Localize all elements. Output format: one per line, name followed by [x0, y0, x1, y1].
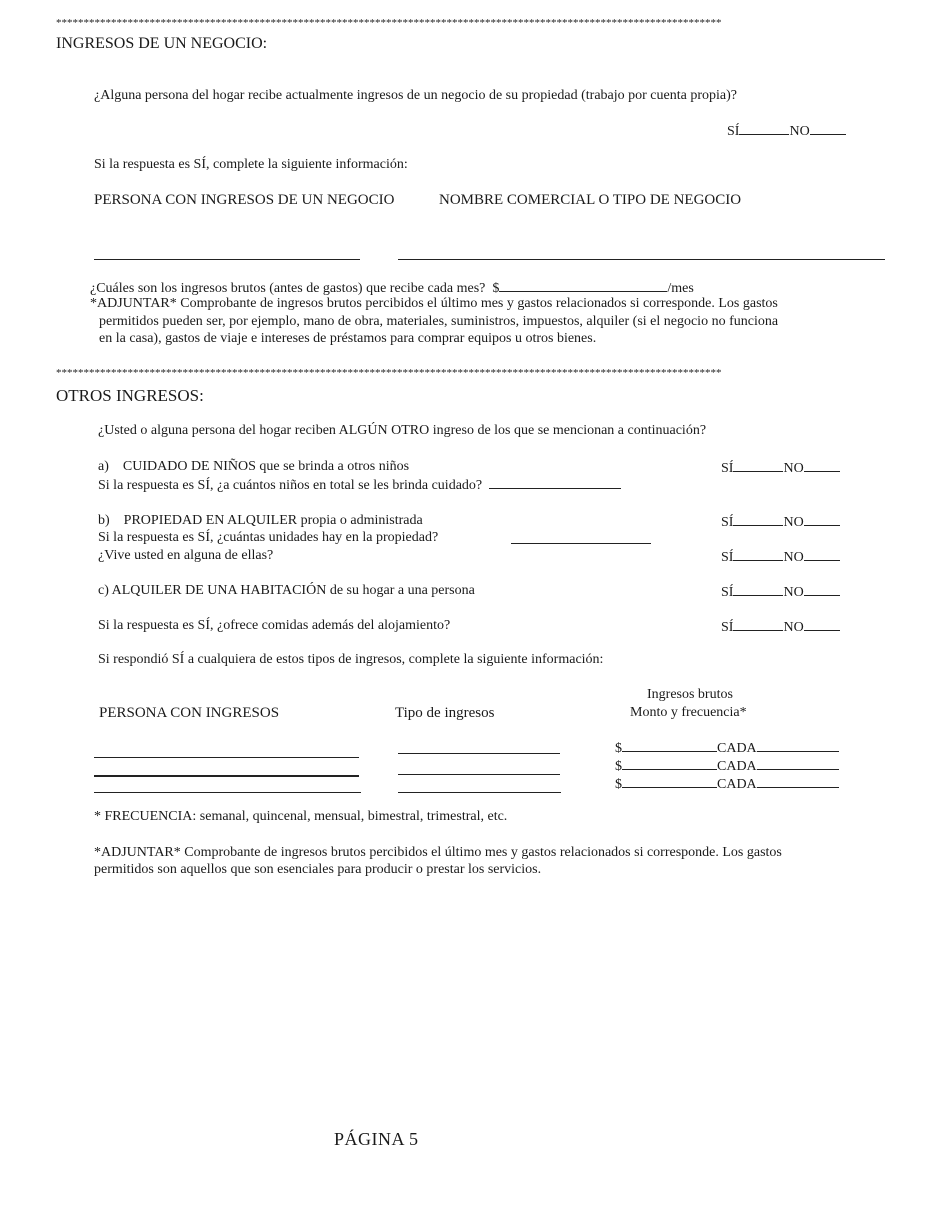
- item-b-sub1: Si la respuesta es SÍ, ¿cuántas unidades hay en la propiedad?: [98, 530, 439, 545]
- cada-label: CADA: [717, 741, 757, 756]
- no-blank[interactable]: [804, 459, 840, 472]
- dollar-sign: $: [492, 281, 500, 296]
- no-blank[interactable]: [804, 548, 840, 561]
- business-yes-no: [727, 122, 846, 140]
- business-if-yes: Si la respuesta es SÍ, complete la siguiente información:: [94, 157, 408, 172]
- item-b: [98, 513, 423, 529]
- attach-note-3: en la casa), gastos de viaje e intereses de préstamos para comprar equipos u otros bienes.: [99, 331, 597, 346]
- item-a-sub-text: Si la respuesta es SÍ, ¿a cuántos niños en total se les brinda cuidado?: [98, 478, 483, 493]
- yes-blank[interactable]: [733, 513, 783, 526]
- item-c: [98, 583, 475, 599]
- gross-row-3: [615, 775, 839, 793]
- section-heading-other: OTROS INGRESOS:: [56, 386, 204, 405]
- attach-note-1: *ADJUNTAR* Comprobante de ingresos brutos percibidos el último mes y gastos relacionados si corresponde. Los gastos: [90, 296, 778, 311]
- item-b2-yes-no: [721, 548, 840, 566]
- item-a-sub: [98, 476, 621, 494]
- yes-label: SÍ: [721, 585, 734, 600]
- no-blank[interactable]: [804, 618, 840, 631]
- item-a: [98, 459, 409, 475]
- item-b-label: b): [98, 513, 110, 528]
- amount-field[interactable]: [622, 757, 717, 770]
- gross-row-2: [615, 757, 839, 775]
- item-b-sub2: ¿Vive usted en alguna de ellas?: [98, 548, 274, 563]
- business-name-field[interactable]: [398, 259, 885, 260]
- dollar-sign: $: [615, 759, 622, 774]
- item-c-title: ALQUILER DE UNA HABITACIÓN: [111, 583, 327, 598]
- yes-label: SÍ: [721, 461, 734, 476]
- item-b-title: PROPIEDAD EN ALQUILER: [123, 513, 298, 528]
- other-type-field-1[interactable]: [398, 753, 560, 754]
- other-type-field-3[interactable]: [398, 792, 561, 793]
- separator-line: *************************************************************************************************************************: [56, 367, 722, 379]
- other-person-field-1[interactable]: [94, 757, 359, 758]
- item-b-yes-no: [721, 513, 840, 531]
- amount-field[interactable]: [622, 775, 717, 788]
- yes-label: SÍ: [721, 550, 734, 565]
- col-gross-1: Ingresos brutos: [647, 687, 733, 702]
- no-label: NO: [783, 620, 804, 635]
- yes-blank[interactable]: [733, 459, 783, 472]
- frequency-field[interactable]: [757, 775, 839, 788]
- attach-note-2: permitidos pueden ser, por ejemplo, mano de obra, materiales, suministros, impuestos, alquiler (si el negocio no funciona: [99, 314, 779, 329]
- item-a-label: a): [98, 459, 109, 474]
- col-business-name: NOMBRE COMERCIAL O TIPO DE NEGOCIO: [439, 192, 742, 208]
- frequency-field[interactable]: [757, 757, 839, 770]
- gross-income-field[interactable]: [499, 279, 667, 292]
- cada-label: CADA: [717, 759, 757, 774]
- per-month: /mes: [667, 281, 694, 296]
- other-attach-note-2: permitidos son aquellos que son esenciales para producir o prestar los servicios.: [94, 862, 542, 877]
- separator-line: *************************************************************************************************************************: [56, 17, 722, 29]
- business-question: ¿Alguna persona del hogar recibe actualmente ingresos de un negocio de su propiedad (trabajo por cuenta propia)?: [94, 88, 737, 103]
- yes-blank[interactable]: [733, 618, 783, 631]
- yes-label: SÍ: [721, 620, 734, 635]
- other-person-field-2[interactable]: [94, 775, 359, 777]
- frequency-field[interactable]: [757, 739, 839, 752]
- item-a-rest: que se brinda a otros niños: [259, 459, 410, 474]
- yes-blank[interactable]: [733, 548, 783, 561]
- item-c-yes-no: [721, 583, 840, 601]
- other-question: ¿Usted o alguna persona del hogar reciben ALGÚN OTRO ingreso de los que se mencionan a continuación?: [98, 423, 707, 438]
- units-count-field[interactable]: [511, 543, 651, 544]
- no-label: NO: [783, 461, 804, 476]
- amount-field[interactable]: [622, 739, 717, 752]
- gross-row-1: [615, 739, 839, 757]
- section-heading-business: INGRESOS DE UN NEGOCIO:: [56, 35, 268, 52]
- dollar-sign: $: [615, 777, 622, 792]
- frequency-note: * FRECUENCIA: semanal, quincenal, mensual, bimestral, trimestral, etc.: [94, 809, 508, 824]
- meals-yes-no: [721, 618, 840, 636]
- yes-blank[interactable]: [739, 122, 789, 135]
- no-label: NO: [789, 124, 810, 139]
- other-person-field-3[interactable]: [94, 792, 361, 793]
- no-blank[interactable]: [804, 513, 840, 526]
- col-other-type: Tipo de ingresos: [395, 705, 495, 721]
- col-gross-2: Monto y frecuencia*: [630, 705, 747, 720]
- no-label: NO: [783, 585, 804, 600]
- if-any-yes: Si respondió SÍ a cualquiera de estos tipos de ingresos, complete la siguiente información:: [98, 652, 604, 667]
- item-c-rest: de su hogar a una persona: [329, 583, 475, 598]
- children-count-field[interactable]: [489, 476, 621, 489]
- yes-label: SÍ: [721, 515, 734, 530]
- gross-income-question: [90, 279, 694, 297]
- gross-question-text: ¿Cuáles son los ingresos brutos (antes de gastos) que recibe cada mes?: [90, 281, 486, 296]
- cada-label: CADA: [717, 777, 757, 792]
- business-person-field[interactable]: [94, 259, 360, 260]
- no-label: NO: [783, 515, 804, 530]
- no-blank[interactable]: [810, 122, 846, 135]
- col-other-person: PERSONA CON INGRESOS: [99, 705, 280, 721]
- item-a-title: CUIDADO DE NIÑOS: [122, 459, 256, 474]
- col-business-person: PERSONA CON INGRESOS DE UN NEGOCIO: [94, 192, 395, 208]
- meals-question: Si la respuesta es SÍ, ¿ofrece comidas además del alojamiento?: [98, 618, 451, 633]
- item-c-label: c): [98, 583, 109, 598]
- item-a-yes-no: [721, 459, 840, 477]
- yes-label: SÍ: [727, 124, 740, 139]
- no-label: NO: [783, 550, 804, 565]
- page-number: PÁGINA 5: [334, 1129, 419, 1149]
- yes-blank[interactable]: [733, 583, 783, 596]
- other-attach-note-1: *ADJUNTAR* Comprobante de ingresos brutos percibidos el último mes y gastos relacionados si corresponde. Los gastos: [94, 845, 782, 860]
- other-type-field-2[interactable]: [398, 774, 560, 775]
- dollar-sign: $: [615, 741, 622, 756]
- no-blank[interactable]: [804, 583, 840, 596]
- item-b-rest: propia o administrada: [300, 513, 423, 528]
